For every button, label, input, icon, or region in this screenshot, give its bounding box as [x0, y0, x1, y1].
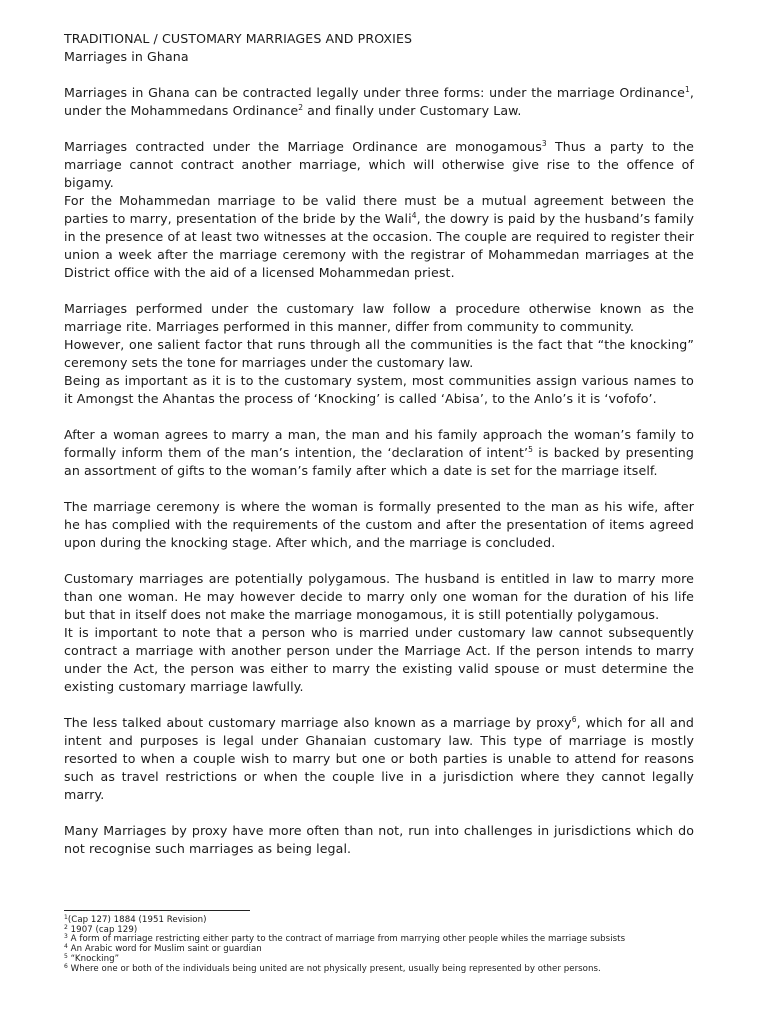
- footnote-mark: 5: [64, 952, 68, 960]
- footnote-ref[interactable]: 5: [528, 445, 534, 454]
- footnote-ref[interactable]: 4: [411, 211, 417, 220]
- footnote-mark: 1: [64, 914, 68, 921]
- paragraph: However, one salient factor that runs through all the communities is the fact that “the knocking” ceremony sets the tone for marriages under the customary law.: [64, 337, 694, 370]
- paragraph: Customary marriages are potentially polygamous. The husband is entitled in law to marry more than one woman. He may however decide to marry only one woman for the duration of his life but that in itself does not make the marriage monogamous, it is still potentially polygamous.: [64, 571, 694, 622]
- paragraph: It is important to note that a person who is married under customary law cannot subsequently contract a marriage with another person under the Marriage Act. If the person intends to marry under the Act, the person was either to marry the existing valid spouse or must determine the existing customary marriage lawfully.: [64, 625, 694, 694]
- document-body: [64, 30, 694, 858]
- footnote-ref[interactable]: 3: [541, 139, 547, 148]
- paragraph: Being as important as it is to the customary system, most communities assign various names to it Amongst the Ahantas the process of ‘Knocking’ is called ‘Abisa’, to the Anlo’s it is ‘vofofo’.: [64, 373, 694, 406]
- paragraph: Marriages performed under the customary law follow a procedure otherwise known as the marriage rite. Marriages performed in this manner, differ from community to community.: [64, 301, 694, 334]
- footnote-ref[interactable]: 1: [685, 85, 690, 94]
- paragraph: Marriages in Ghana can be contracted legally under three forms: under the marriage Ordinance$^1$, under the Mohammedans Ordinance$^2$ and finally under Customary Law.: [64, 85, 694, 118]
- paragraph: The marriage ceremony is where the woman is formally presented to the man as his wife, after he has complied with the requirements of the custom and after the presentation of items agreed upon during the knocking stage. After which, and the marriage is concluded.: [64, 499, 694, 550]
- footnote-mark: 4: [64, 943, 68, 951]
- document-subtitle: Marriages in Ghana: [64, 49, 189, 64]
- document-title: TRADITIONAL / CUSTOMARY MARRIAGES AND PROXIES: [64, 31, 413, 46]
- footnote-ref[interactable]: 2: [298, 103, 304, 112]
- paragraph: After a woman agrees to marry a man, the man and his family approach the woman’s family to formally inform them of the man’s intention, the ‘declaration of intent’$^5$ is backed by presenting an assortment of gifts to the woman’s family after which a date is set for the marriage itself.: [64, 427, 694, 478]
- footnote: $^3$ A form of marriage restricting either party to the contract of marriage from marrying other people whiles the marriage subsists: [64, 933, 626, 945]
- paragraph: The less talked about customary marriage also known as a marriage by proxy$^6$, which for all and intent and purposes is legal under Ghanaian customary law. This type of marriage is mostly resorted to when a couple wish to marry but one or both parties is unable to attend for reasons such as travel restrictions or when the couple live in a jurisdiction where they cannot legally marry.: [64, 715, 694, 802]
- footnote-ref[interactable]: 6: [571, 715, 577, 724]
- footnote: $^1$(Cap 127) 1884 (1951 Revision): [64, 914, 207, 925]
- footnote-divider: [64, 910, 250, 911]
- paragraph: For the Mohammedan marriage to be valid there must be a mutual agreement between the parties to marry, presentation of the bride by the Wali$^4$, the dowry is paid by the husband’s family in the presence of at least two witnesses at the occasion. The couple are required to register their union a week after the marriage ceremony with the registrar of Mohammedan marriages at the District office with the aid of a licensed Mohammedan priest.: [64, 193, 695, 280]
- footnote: $^4$ An Arabic word for Muslim saint or guardian: [64, 943, 262, 955]
- footnote: $^6$ Where one or both of the individuals being united are not physically present, usually being represented by other persons.: [64, 962, 601, 974]
- footnote: $^2$ 1907 (cap 129): [64, 923, 138, 935]
- footnote-mark: 6: [64, 962, 68, 970]
- footnote-mark: 2: [64, 923, 68, 931]
- paragraph: Many Marriages by proxy have more often than not, run into challenges in jurisdictions which do not recognise such marriages as being legal.: [64, 823, 694, 856]
- footnote: $^5$ “Knocking”: [64, 952, 120, 964]
- footnotes: [64, 916, 704, 974]
- paragraph: Marriages contracted under the Marriage Ordinance are monogamous$^3$ Thus a party to the marriage cannot contract another marriage, which will otherwise give rise to the offence of bigamy.: [64, 139, 695, 190]
- footnote-mark: 3: [64, 933, 68, 941]
